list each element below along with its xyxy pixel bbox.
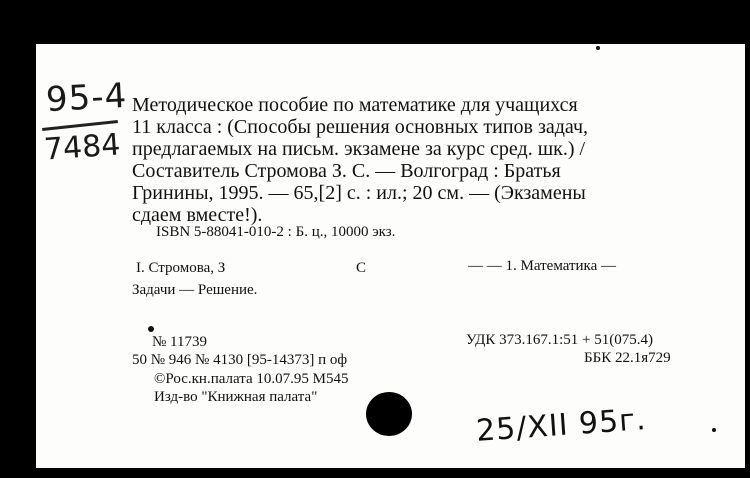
shelfmark-bottom: 7484: [42, 127, 122, 168]
subject-subheading: Задачи — Решение.: [132, 282, 258, 298]
bbk-code: ББК 22.1я729: [584, 350, 671, 366]
description-line: сдаем вместе!).: [132, 204, 263, 226]
publisher-line: Изд-во "Книжная палата": [154, 389, 318, 405]
speck: [712, 428, 716, 432]
shelfmark-top: 95-4: [45, 75, 129, 121]
description-line: Методическое пособие по математике для учащихся: [132, 94, 578, 116]
catalog-card: [36, 44, 745, 468]
speck: [148, 326, 154, 332]
order-line: 50 № 946 № 4130 [95-14373] п оф: [132, 352, 348, 368]
record-number: № 11739: [152, 334, 208, 350]
copyright-line: ©Рос.кн.палата 10.07.95 М545: [154, 371, 349, 387]
description-line: 11 класса : (Способы решения основных типов задач,: [132, 116, 589, 138]
handwritten-date: 25/XII 95г.: [474, 402, 648, 449]
subject-heading: — — 1. Математика —: [468, 258, 617, 274]
isbn-line: ISBN 5-88041-010-2 : Б. ц., 10000 экз.: [156, 224, 396, 240]
ink-blot: [366, 392, 412, 436]
description-line: предлагаемых на письм. экзамене за курс сред. шк.) /: [132, 138, 586, 160]
description-line: Составитель Стромова З. С. — Волгоград : Братья: [132, 160, 561, 182]
description-line: Гринины, 1995. — 65,[2] с. : ил.; 20 см. — (Экзамены: [132, 182, 586, 204]
speck: [596, 46, 600, 50]
udk-code: УДК 373.167.1:51 + 51(075.4): [466, 332, 653, 348]
subject-initial: С: [356, 260, 367, 276]
bibliographic-description: [132, 94, 692, 226]
subject-author: I. Стромова, З: [136, 260, 226, 276]
